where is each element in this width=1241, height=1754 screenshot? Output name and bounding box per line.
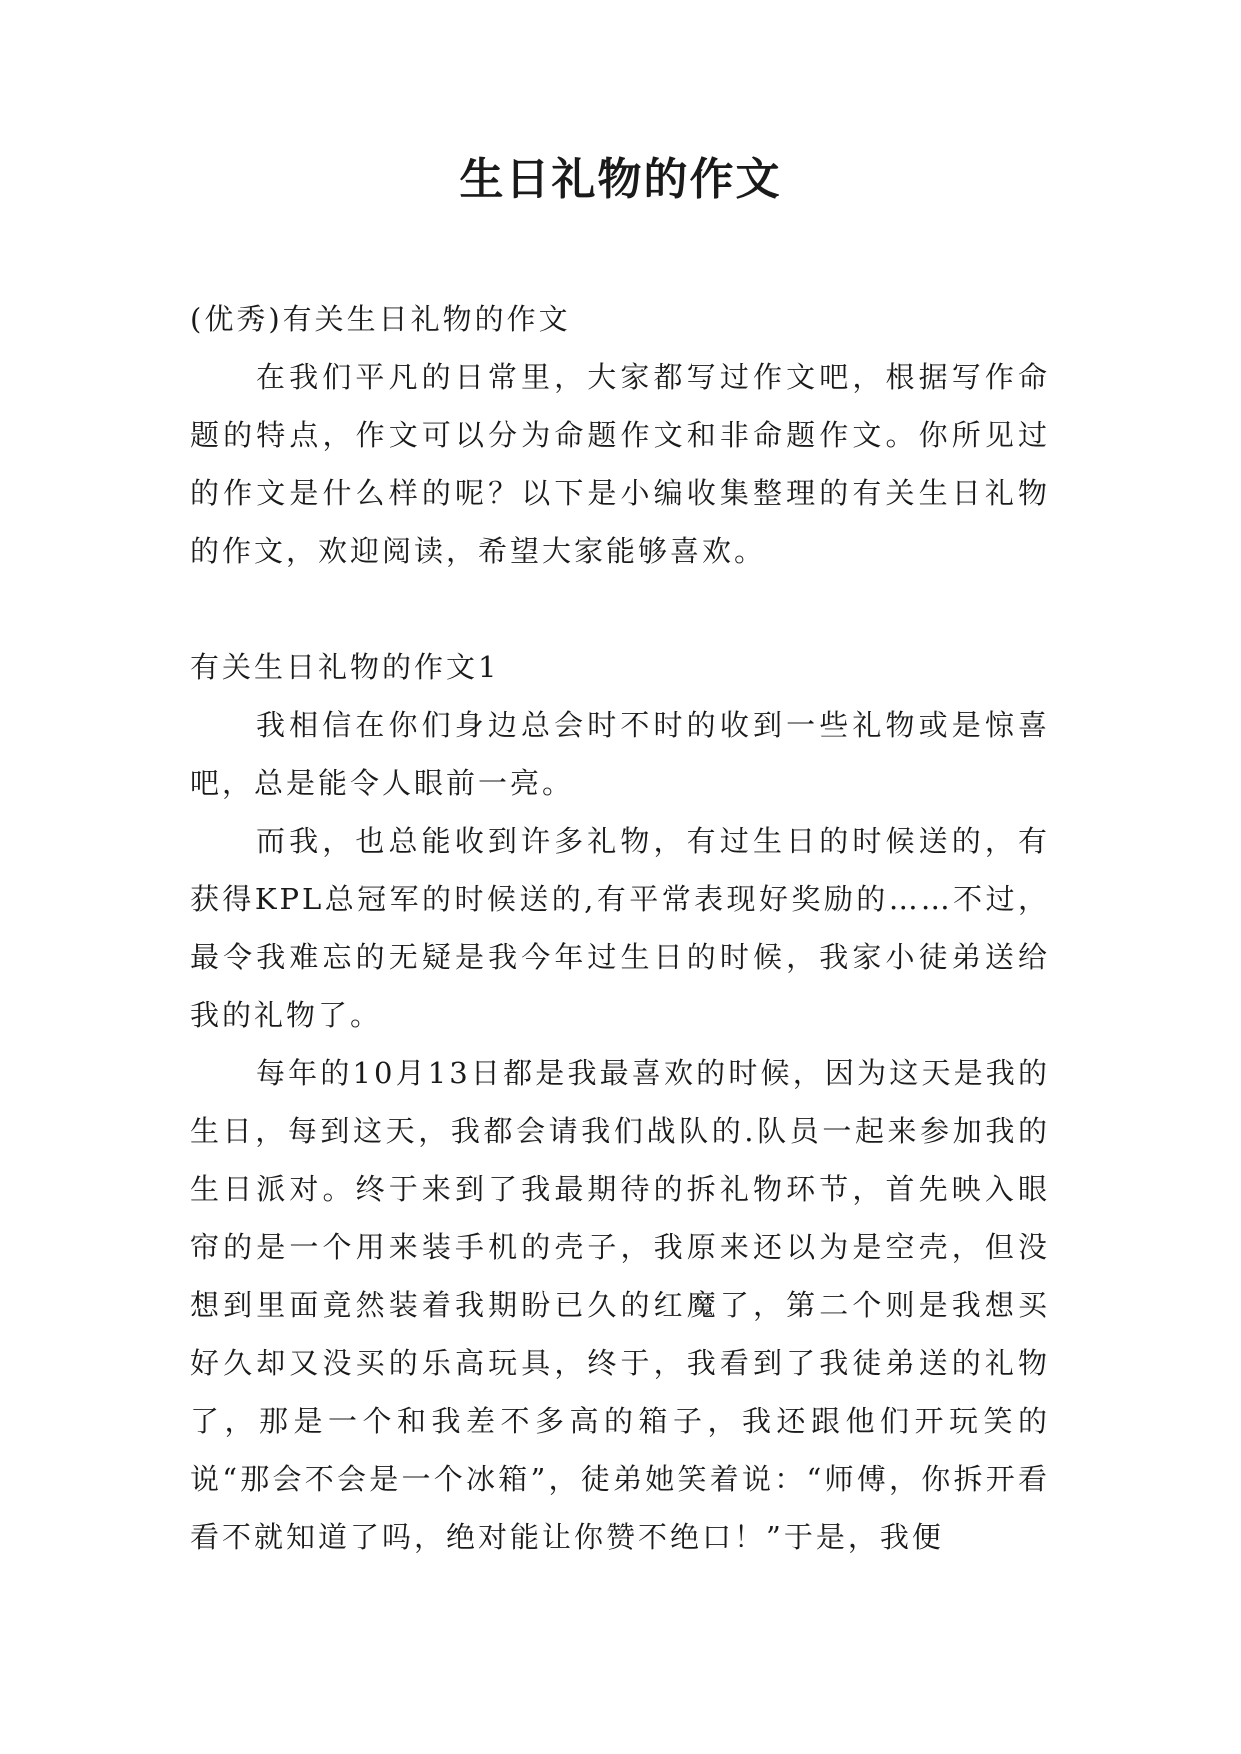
body-paragraph: 我相信在你们身边总会时不时的收到一些礼物或是惊喜吧，总是能令人眼前一亮。 (190, 708, 1050, 800)
document-title: 生日礼物的作文 (459, 154, 782, 205)
document-subtitle: (优秀)有关生日礼物的作文 (190, 302, 571, 336)
intro-paragraph: 在我们平凡的日常里，大家都写过作文吧，根据写作命题的特点，作文可以分为命题作文和非命题作文。你所见过的作文是什么样的呢？以下是小编收集整理的有关生日礼物的作文，欢迎阅读，希望大家能够喜欢。 (190, 360, 1050, 568)
document-body (190, 290, 1050, 1566)
body-paragraph: 而我，也总能收到许多礼物，有过生日的时候送的，有获得KPL总冠军的时候送的,有平常表现好奖励的……不过，最令我难忘的无疑是我今年过生日的时候，我家小徒弟送给我的礼物了。 (190, 824, 1050, 1032)
section-heading: 有关生日礼物的作文1 (190, 650, 500, 684)
section-spacer (190, 580, 1050, 638)
body-paragraph: 每年的10月13日都是我最喜欢的时候，因为这天是我的生日，每到这天，我都会请我们战队的.队员一起来参加我的生日派对。终于来到了我最期待的拆礼物环节，首先映入眼帘的是一个用来装手机的壳子，我原来还以为是空壳，但没想到里面竟然装着我期盼已久的红魔了，第二个则是我想买好久却又没买的乐高玩具，终于，我看到了我徒弟送的礼物了，那是一个和我差不多高的箱子，我还跟他们开玩笑的说“那会不会是一个冰箱”，徒弟她笑着说：“师傅，你拆开看看不就知道了吗，绝对能让你赞不绝口！”于是，我便 (190, 1056, 1050, 1554)
